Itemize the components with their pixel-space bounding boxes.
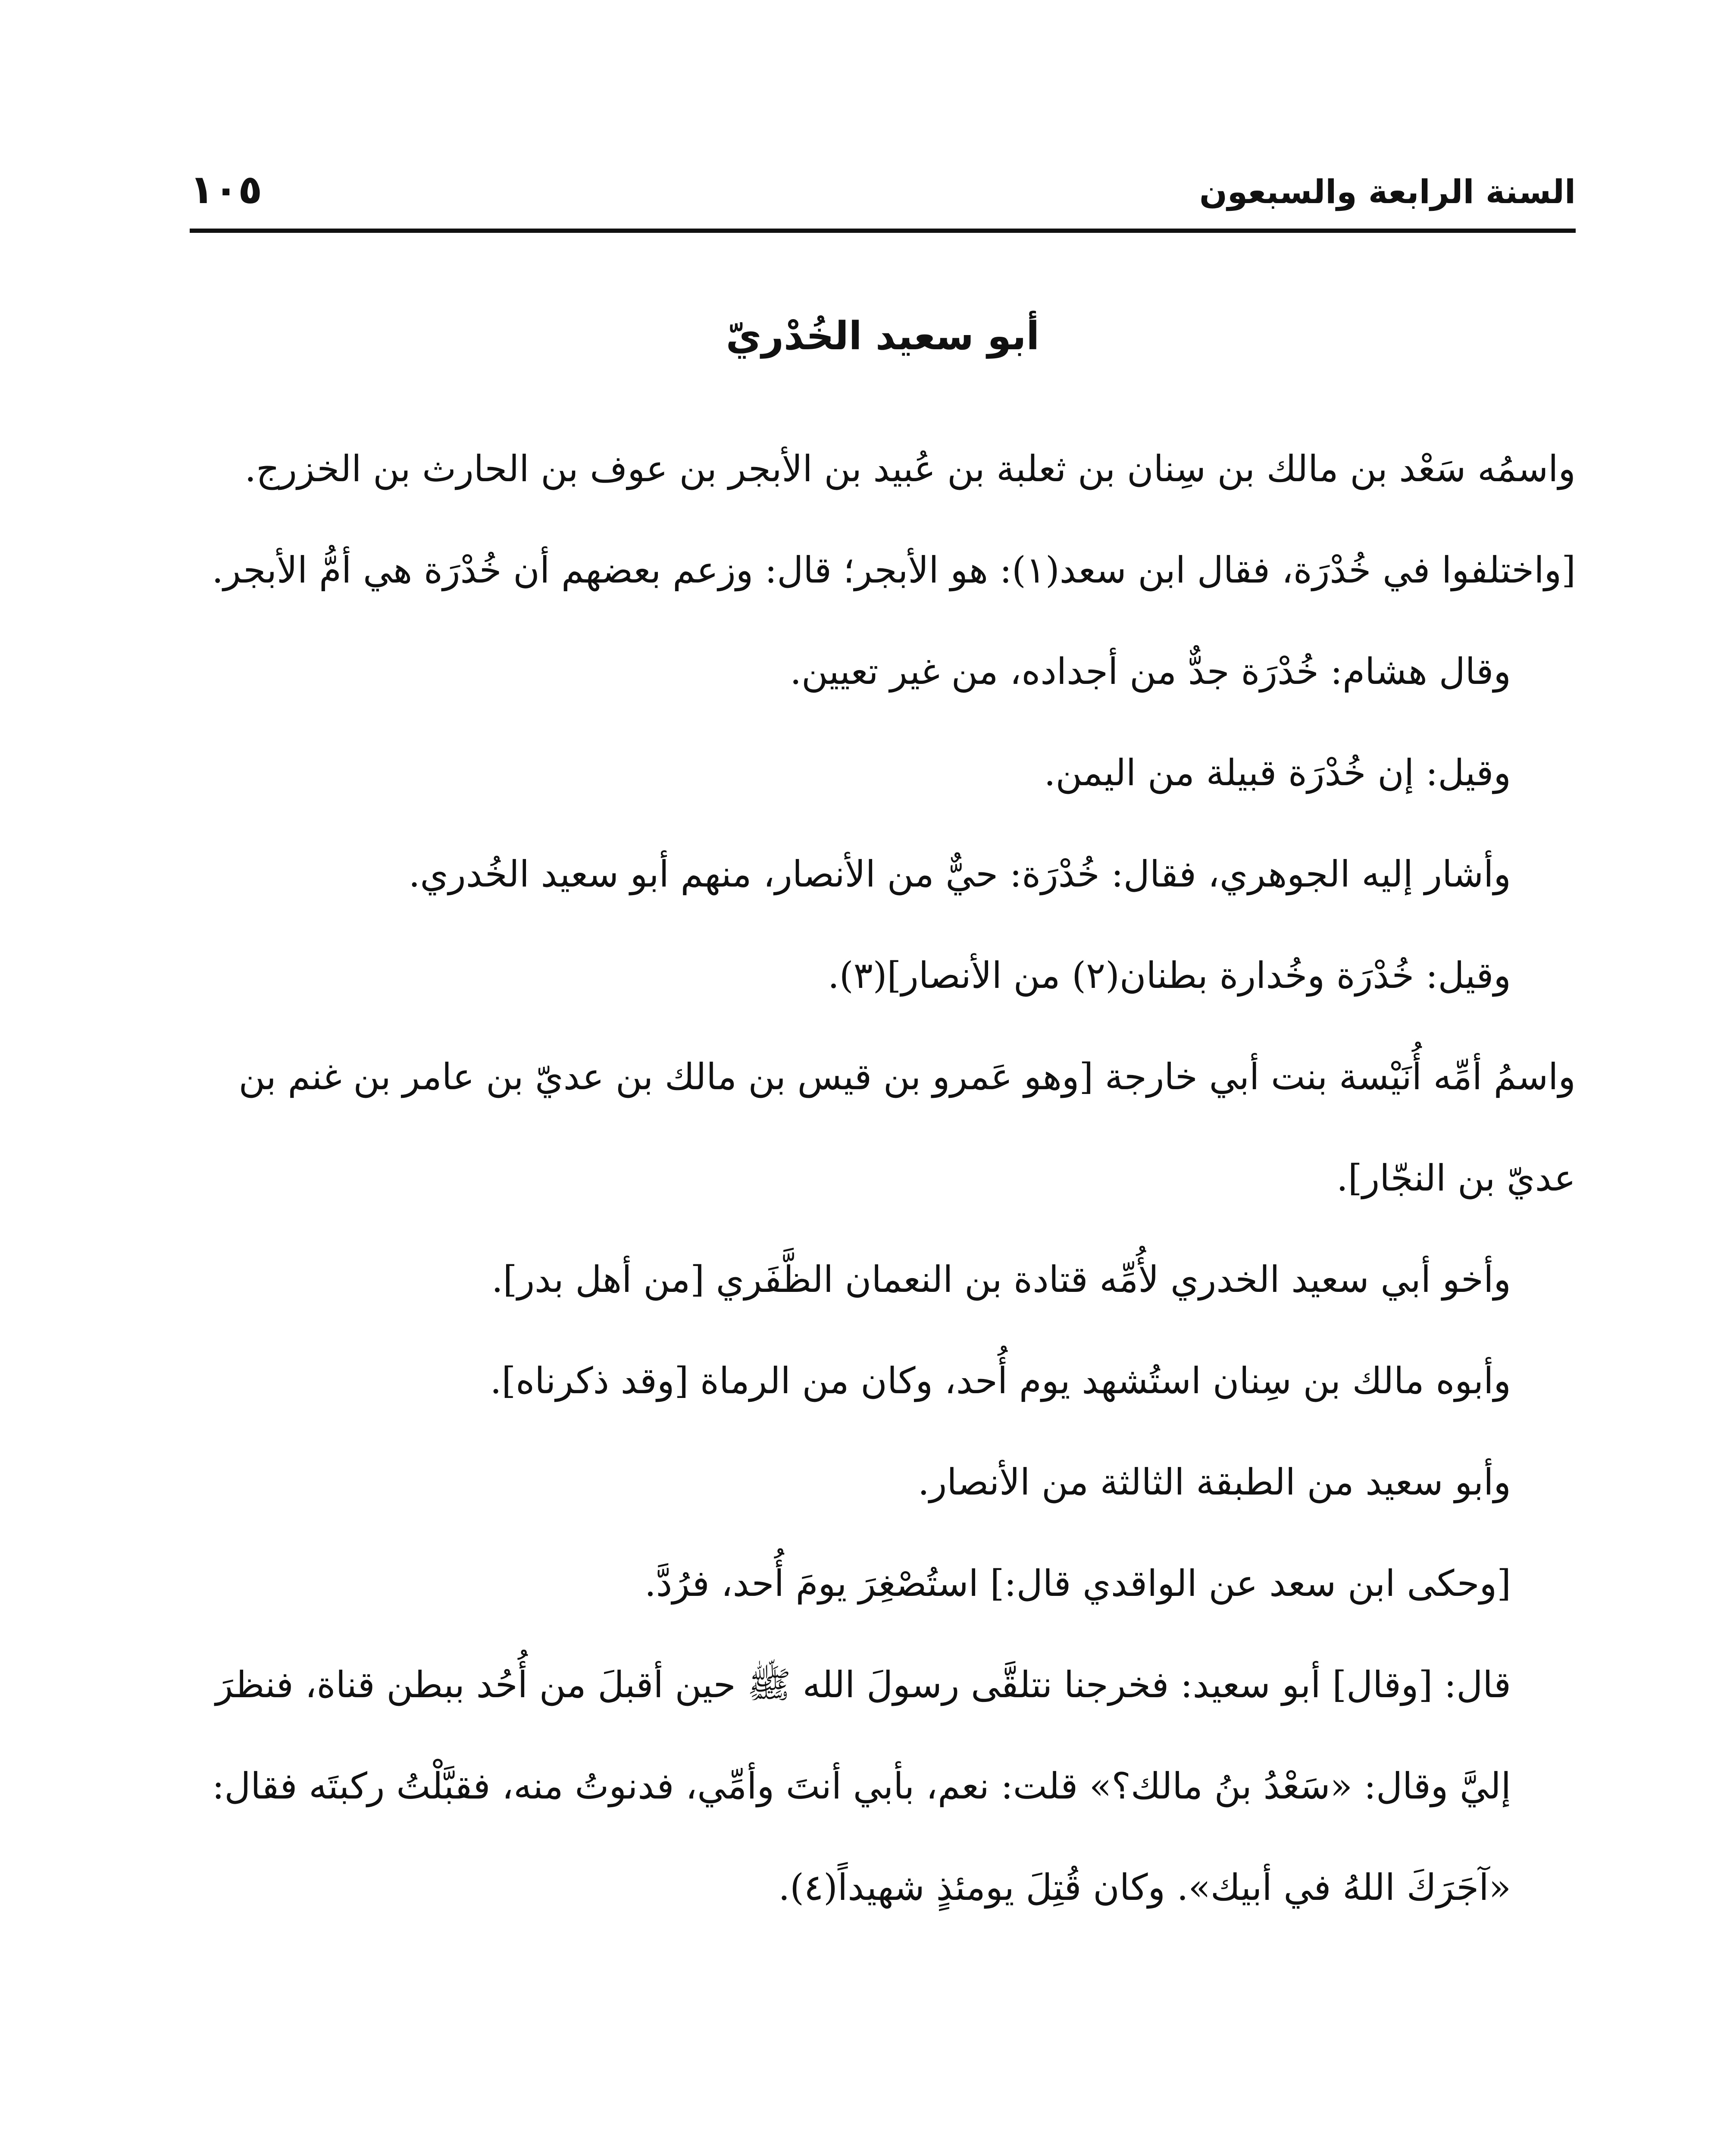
paragraph-khudra-dispute: [واختلفوا في خُدْرَة، فقال ابن سعد(١): هو الأبجر؛ قال: وزعم بعضهم أن خُدْرَة هي أمُّ الأبجر. <box>212 549 1576 591</box>
paragraph-mother: واسمُ أمِّه أُنَيْسة بنت أبي خارجة [وهو عَمرو بن قيس بن مالك بن عديّ بن عامر بن غنم بن عديّ بن النجّار]. <box>238 1056 1576 1199</box>
running-title: السنة الرابعة والسبعون <box>1199 172 1576 211</box>
header-rule <box>190 229 1576 233</box>
body-text <box>181 418 1576 1938</box>
paragraph-brother: وأخو أبي سعيد الخدري لأُمِّه قتادة بن النعمان الظَّفَري [من أهل بدر]. <box>491 1258 1511 1300</box>
paragraph-yemen: وقيل: إن خُدْرَة قبيلة من اليمن. <box>1044 752 1511 794</box>
paragraph-name: واسمُه سَعْد بن مالك بن سِنان بن ثعلبة بن عُبيد بن الأبجر بن عوف بن الحارث بن الخزرج. <box>244 448 1576 490</box>
paragraph-jawhari: وأشار إليه الجوهري، فقال: خُدْرَة: حيٌّ من الأنصار، منهم أبو سعيد الخُدري. <box>408 853 1511 895</box>
paragraph-waqidi: [وحكى ابن سعد عن الواقدي قال:] استُصْغِرَ يومَ أُحد، فرُدَّ. <box>644 1562 1511 1604</box>
page-number: ١٠٥ <box>190 166 263 213</box>
paragraph-narration: قال: [وقال] أبو سعيد: فخرجنا نتلقَّى رسولَ الله ﷺ حين أقبلَ من أُحُد ببطن قناة، فنظرَ إليَّ وقال: «سَعْدُ بنُ مالك؟» قلت: نعم، بأبي أنتَ وأمِّي، فدنوتُ منه، فقبَّلْتُ ركبتَه فقال: «آجَرَكَ اللهُ في أبيك». وكان قُتِلَ يومئذٍ شهيداً(٤). <box>212 1664 1511 1908</box>
paragraph-hisham: وقال هشام: خُدْرَة جدٌّ من أجداده، من غير تعيين. <box>790 650 1511 693</box>
page-header <box>190 160 1576 229</box>
paragraph-tabaqa: وأبو سعيد من الطبقة الثالثة من الأنصار. <box>918 1461 1511 1503</box>
paragraph-khudara: وقيل: خُدْرَة وخُدارة بطنان(٢) من الأنصار](٣). <box>828 954 1511 997</box>
paragraph-father: وأبوه مالك بن سِنان استُشهد يوم أُحد، وكان من الرماة [وقد ذكرناه]. <box>490 1360 1511 1402</box>
chapter-title: أبو سعيد الخُدْريّ <box>726 313 1040 359</box>
